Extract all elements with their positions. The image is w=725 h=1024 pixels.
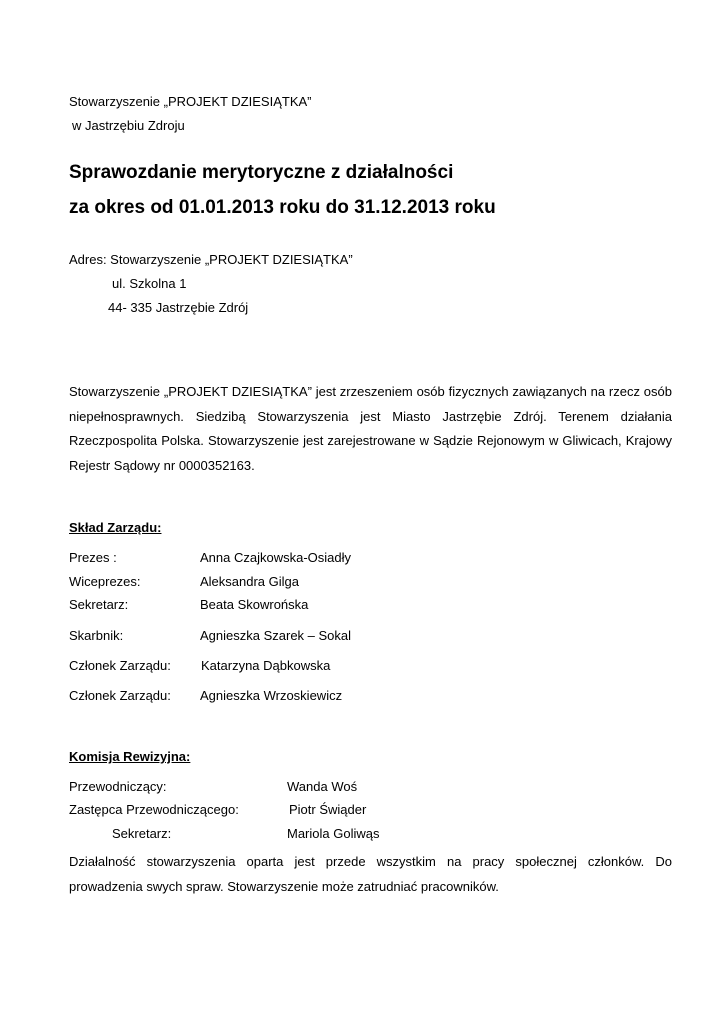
- board-role: Sekretarz:: [69, 597, 129, 612]
- audit-member-name: Mariola Goliwąs: [287, 826, 380, 841]
- board-heading: Skład Zarządu:: [69, 520, 162, 535]
- org-name: Stowarzyszenie „PROJEKT DZIESIĄTKA”: [69, 94, 312, 109]
- address-line-1: Adres: Stowarzyszenie „PROJEKT DZIESIĄTKA”: [69, 252, 353, 267]
- audit-role: Sekretarz:: [112, 826, 172, 841]
- board-role: Prezes :: [69, 550, 117, 565]
- board-member-name: Katarzyna Dąbkowska: [201, 658, 331, 673]
- address-street: ul. Szkolna 1: [112, 276, 187, 291]
- board-role: Członek Zarządu:: [69, 658, 171, 673]
- board-member-name: Anna Czajkowska-Osiadły: [200, 550, 352, 565]
- audit-role: Przewodniczący:: [69, 779, 167, 794]
- report-title: Sprawozdanie merytoryczne z działalności: [69, 162, 454, 183]
- closing-paragraph: Działalność stowarzyszenia oparta jest przede wszystkim na pracy społecznej członków. Do prowadzenia swych spraw. Stowarzyszenie może zatrudniać pracowników.: [69, 854, 672, 894]
- board-member-name: Aleksandra Gilga: [200, 574, 299, 589]
- report-period: za okres od 01.01.2013 roku do 31.12.2013 roku: [69, 197, 496, 218]
- board-role: Skarbnik:: [69, 628, 124, 643]
- audit-member-name: Piotr Świąder: [289, 802, 367, 817]
- board-member-name: Agnieszka Szarek – Sokal: [200, 628, 352, 643]
- board-role: Członek Zarządu:: [69, 688, 171, 703]
- board-member-name: Agnieszka Wrzoskiewicz: [200, 688, 343, 703]
- org-city: w Jastrzębiu Zdroju: [72, 118, 185, 133]
- board-role: Wiceprezes:: [69, 574, 141, 589]
- board-member-name: Beata Skowrońska: [200, 597, 309, 612]
- intro-paragraph: Stowarzyszenie „PROJEKT DZIESIĄTKA” jest zrzeszeniem osób fizycznych zawiązanych na rzecz osób niepełnosprawnych. Siedzibą Stowarzyszenia jest Miasto Jastrzębie Zdrój. Terenem działania Rzeczpospolita Polska. Stowarzyszenie jest zarejestrowane w Sądzie Rejonowym w Gliwicach, Krajowy Rejestr Sądowy nr 0000352163.: [69, 384, 672, 473]
- audit-role: Zastępca Przewodniczącego:: [69, 802, 239, 817]
- audit-member-name: Wanda Woś: [287, 779, 358, 794]
- address-city: 44- 335 Jastrzębie Zdrój: [108, 300, 249, 315]
- audit-heading: Komisja Rewizyjna:: [69, 749, 191, 764]
